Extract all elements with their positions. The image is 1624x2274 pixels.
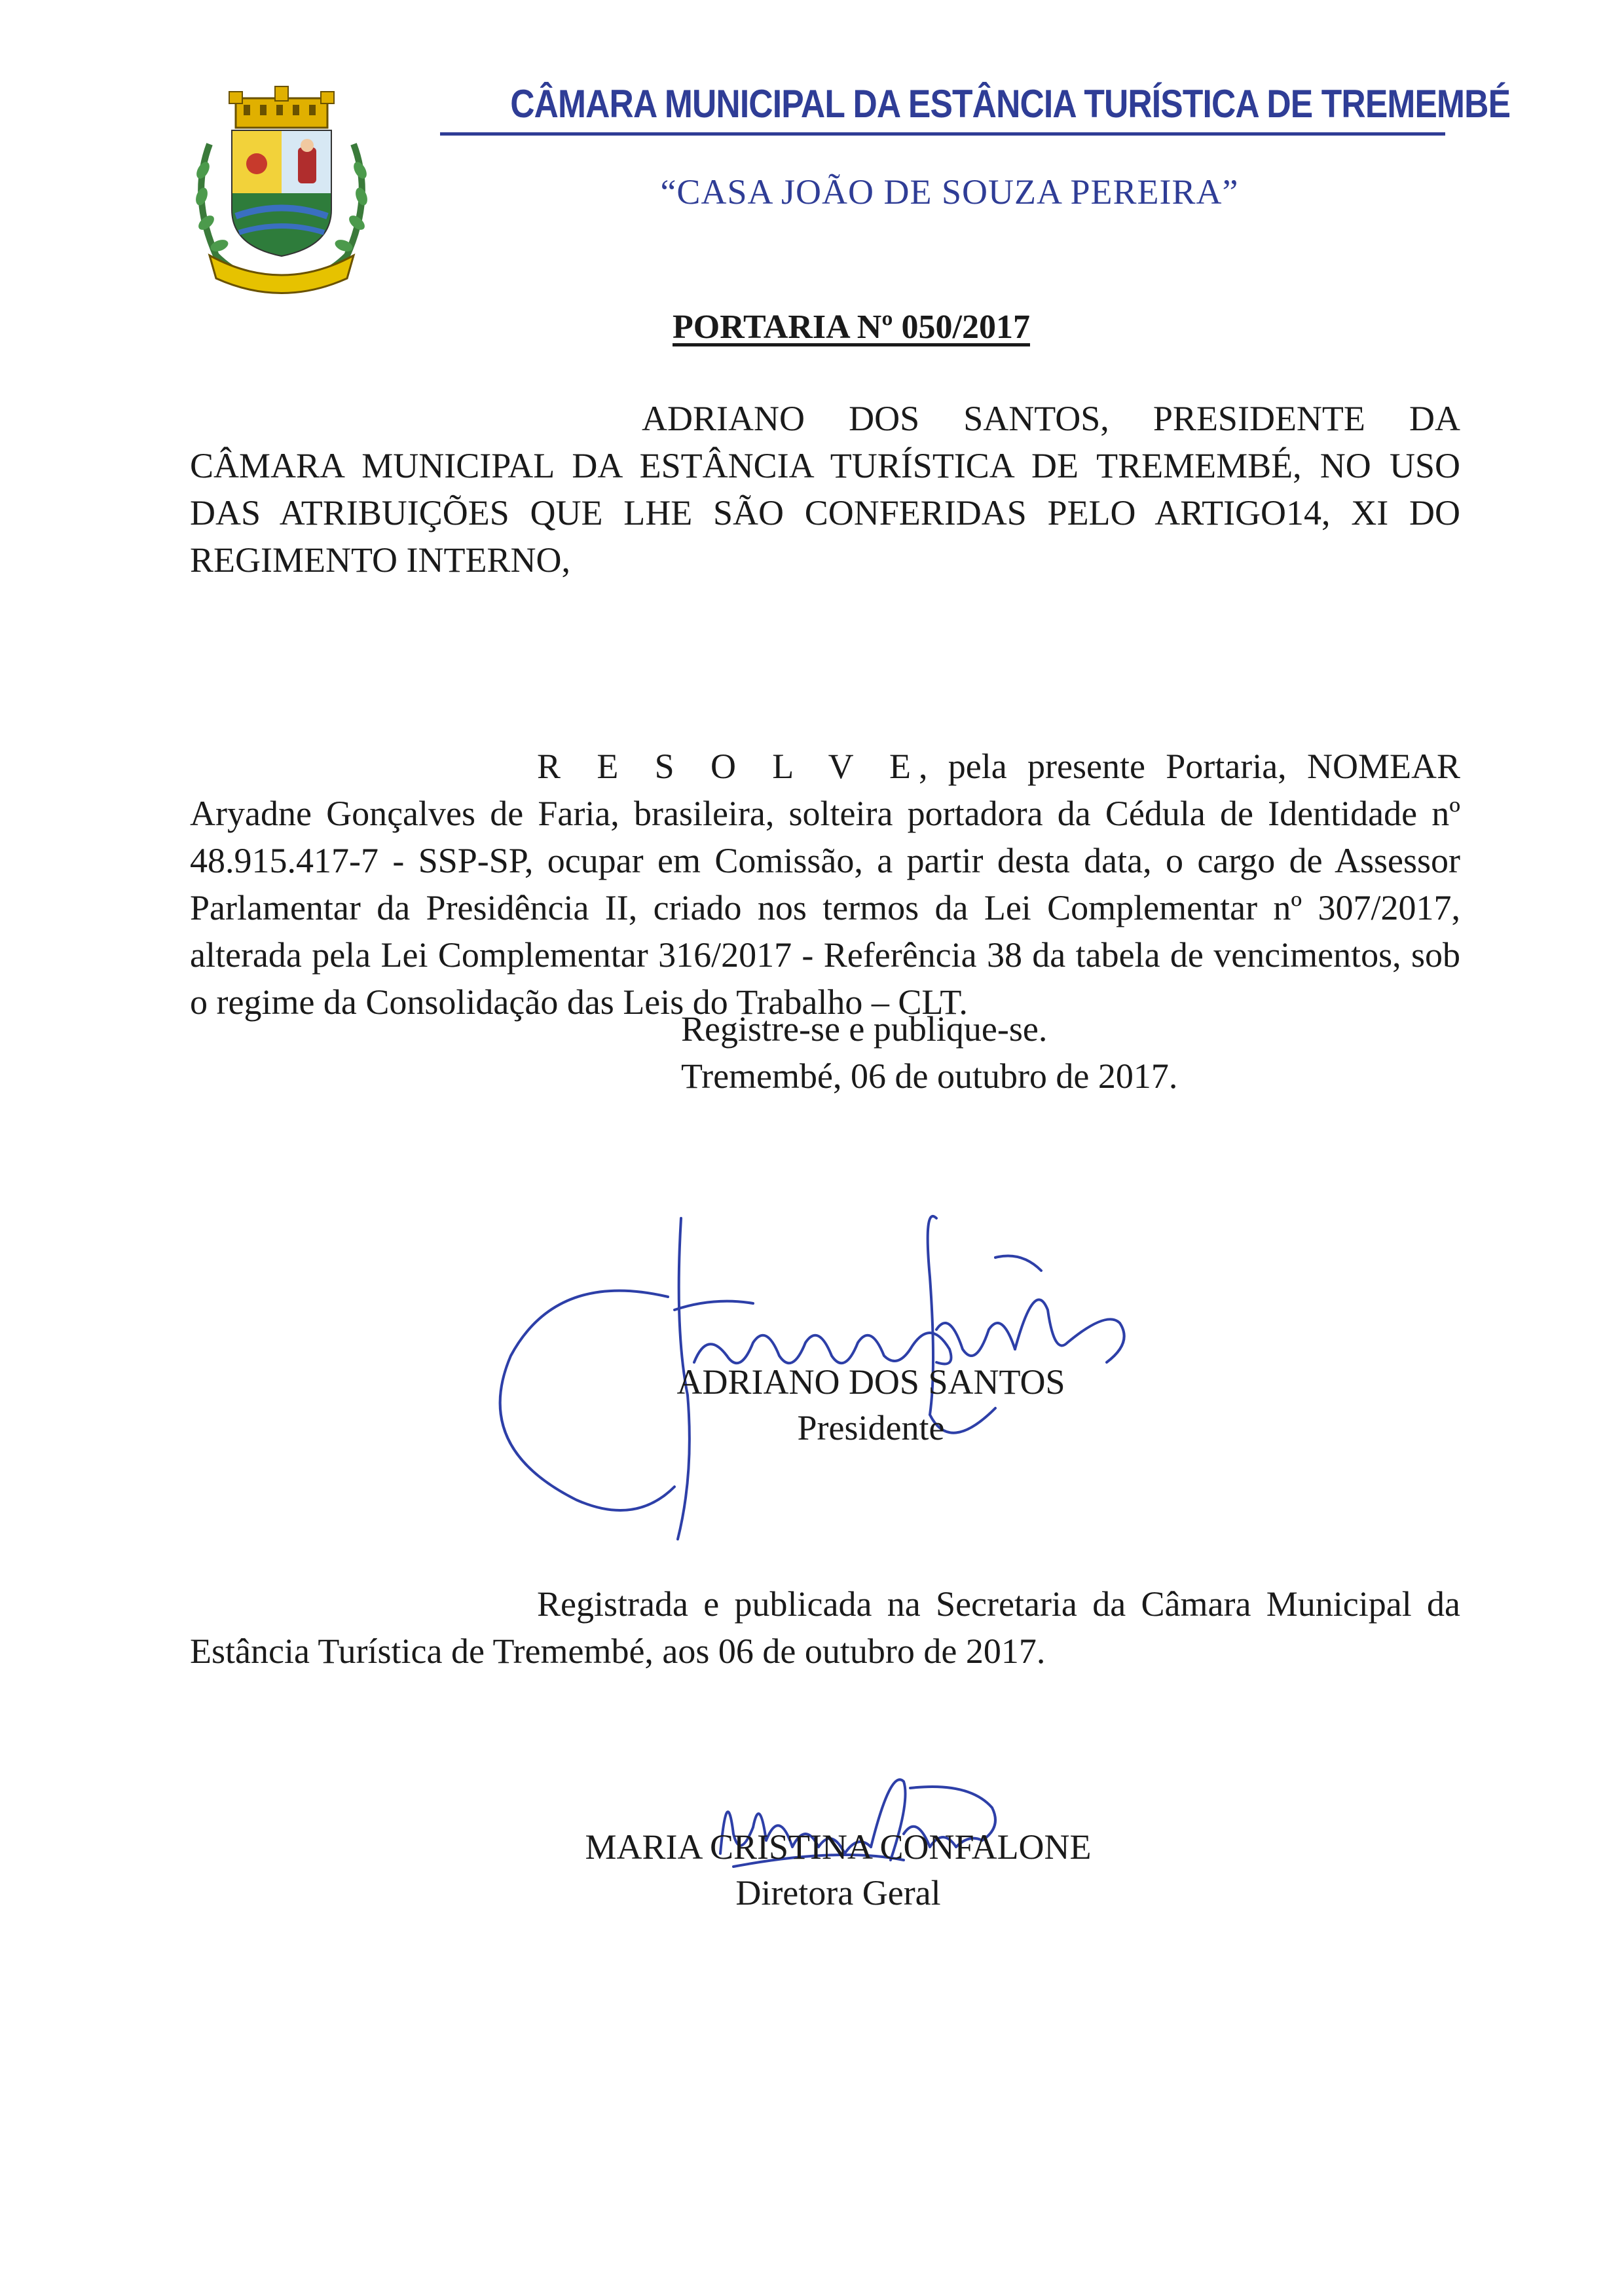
resolve-text: , pela presente Portaria, NOMEAR Aryadne Gonçalves de Faria, brasileira, solteira portadora da Cédula de Identidade nº 48.915.417-7 - SSP-SP, ocupar em Comissão, a partir desta data, o cargo de Assessor Parlamentar da Presidência II, criado nos termos da Lei Complementar nº 307/2017, alterada pela Lei Complementar 316/2017 - Referência 38 da tabela de vencimentos, sob o regime da Consolidação das Leis do Trabalho – CLT.	[190, 747, 1461, 1022]
registration-text: Registrada e publicada na Secretaria da Câmara Municipal da Estância Turística de Tremembé, aos 06 de outubro de 2017.	[190, 1584, 1460, 1671]
resolve-paragraph	[190, 743, 1460, 1026]
registration-paragraph	[190, 1580, 1460, 1675]
president-role: Presidente	[797, 1408, 945, 1447]
header-subtitle: “CASA JOÃO DE SOUZA PEREIRA”	[660, 172, 1239, 212]
closing-date: Tremembé, 06 de outubro de 2017.	[681, 1056, 1178, 1096]
header-underline	[440, 132, 1445, 136]
header-title: CÂMARA MUNICIPAL DA ESTÂNCIA TURÍSTICA DE TREMEMBÉ	[510, 82, 1511, 126]
preamble-text: ADRIANO DOS SANTOS, PRESIDENTE DA CÂMARA MUNICIPAL DA ESTÂNCIA TURÍSTICA DE TREMEMBÉ, NO USO DAS ATRIBUIÇÕES QUE LHE SÃO CONFERIDAS PELO ARTIGO14, XI DO REGIMENTO INTERNO,	[190, 399, 1460, 580]
director-name: MARIA CRISTINA CONFALONE	[585, 1827, 1092, 1867]
president-signature-block	[576, 1359, 1166, 1451]
director-signature-block	[544, 1824, 1133, 1916]
director-role: Diretora Geral	[735, 1873, 941, 1912]
president-name: ADRIANO DOS SANTOS	[676, 1362, 1065, 1402]
preamble-paragraph	[190, 395, 1460, 584]
municipal-crest-icon	[183, 85, 380, 295]
document-title: PORTARIA Nº 050/2017	[673, 308, 1030, 346]
closing-register: Registre-se e publique-se.	[681, 1009, 1048, 1049]
resolve-word: R E S O L V E	[537, 747, 919, 786]
